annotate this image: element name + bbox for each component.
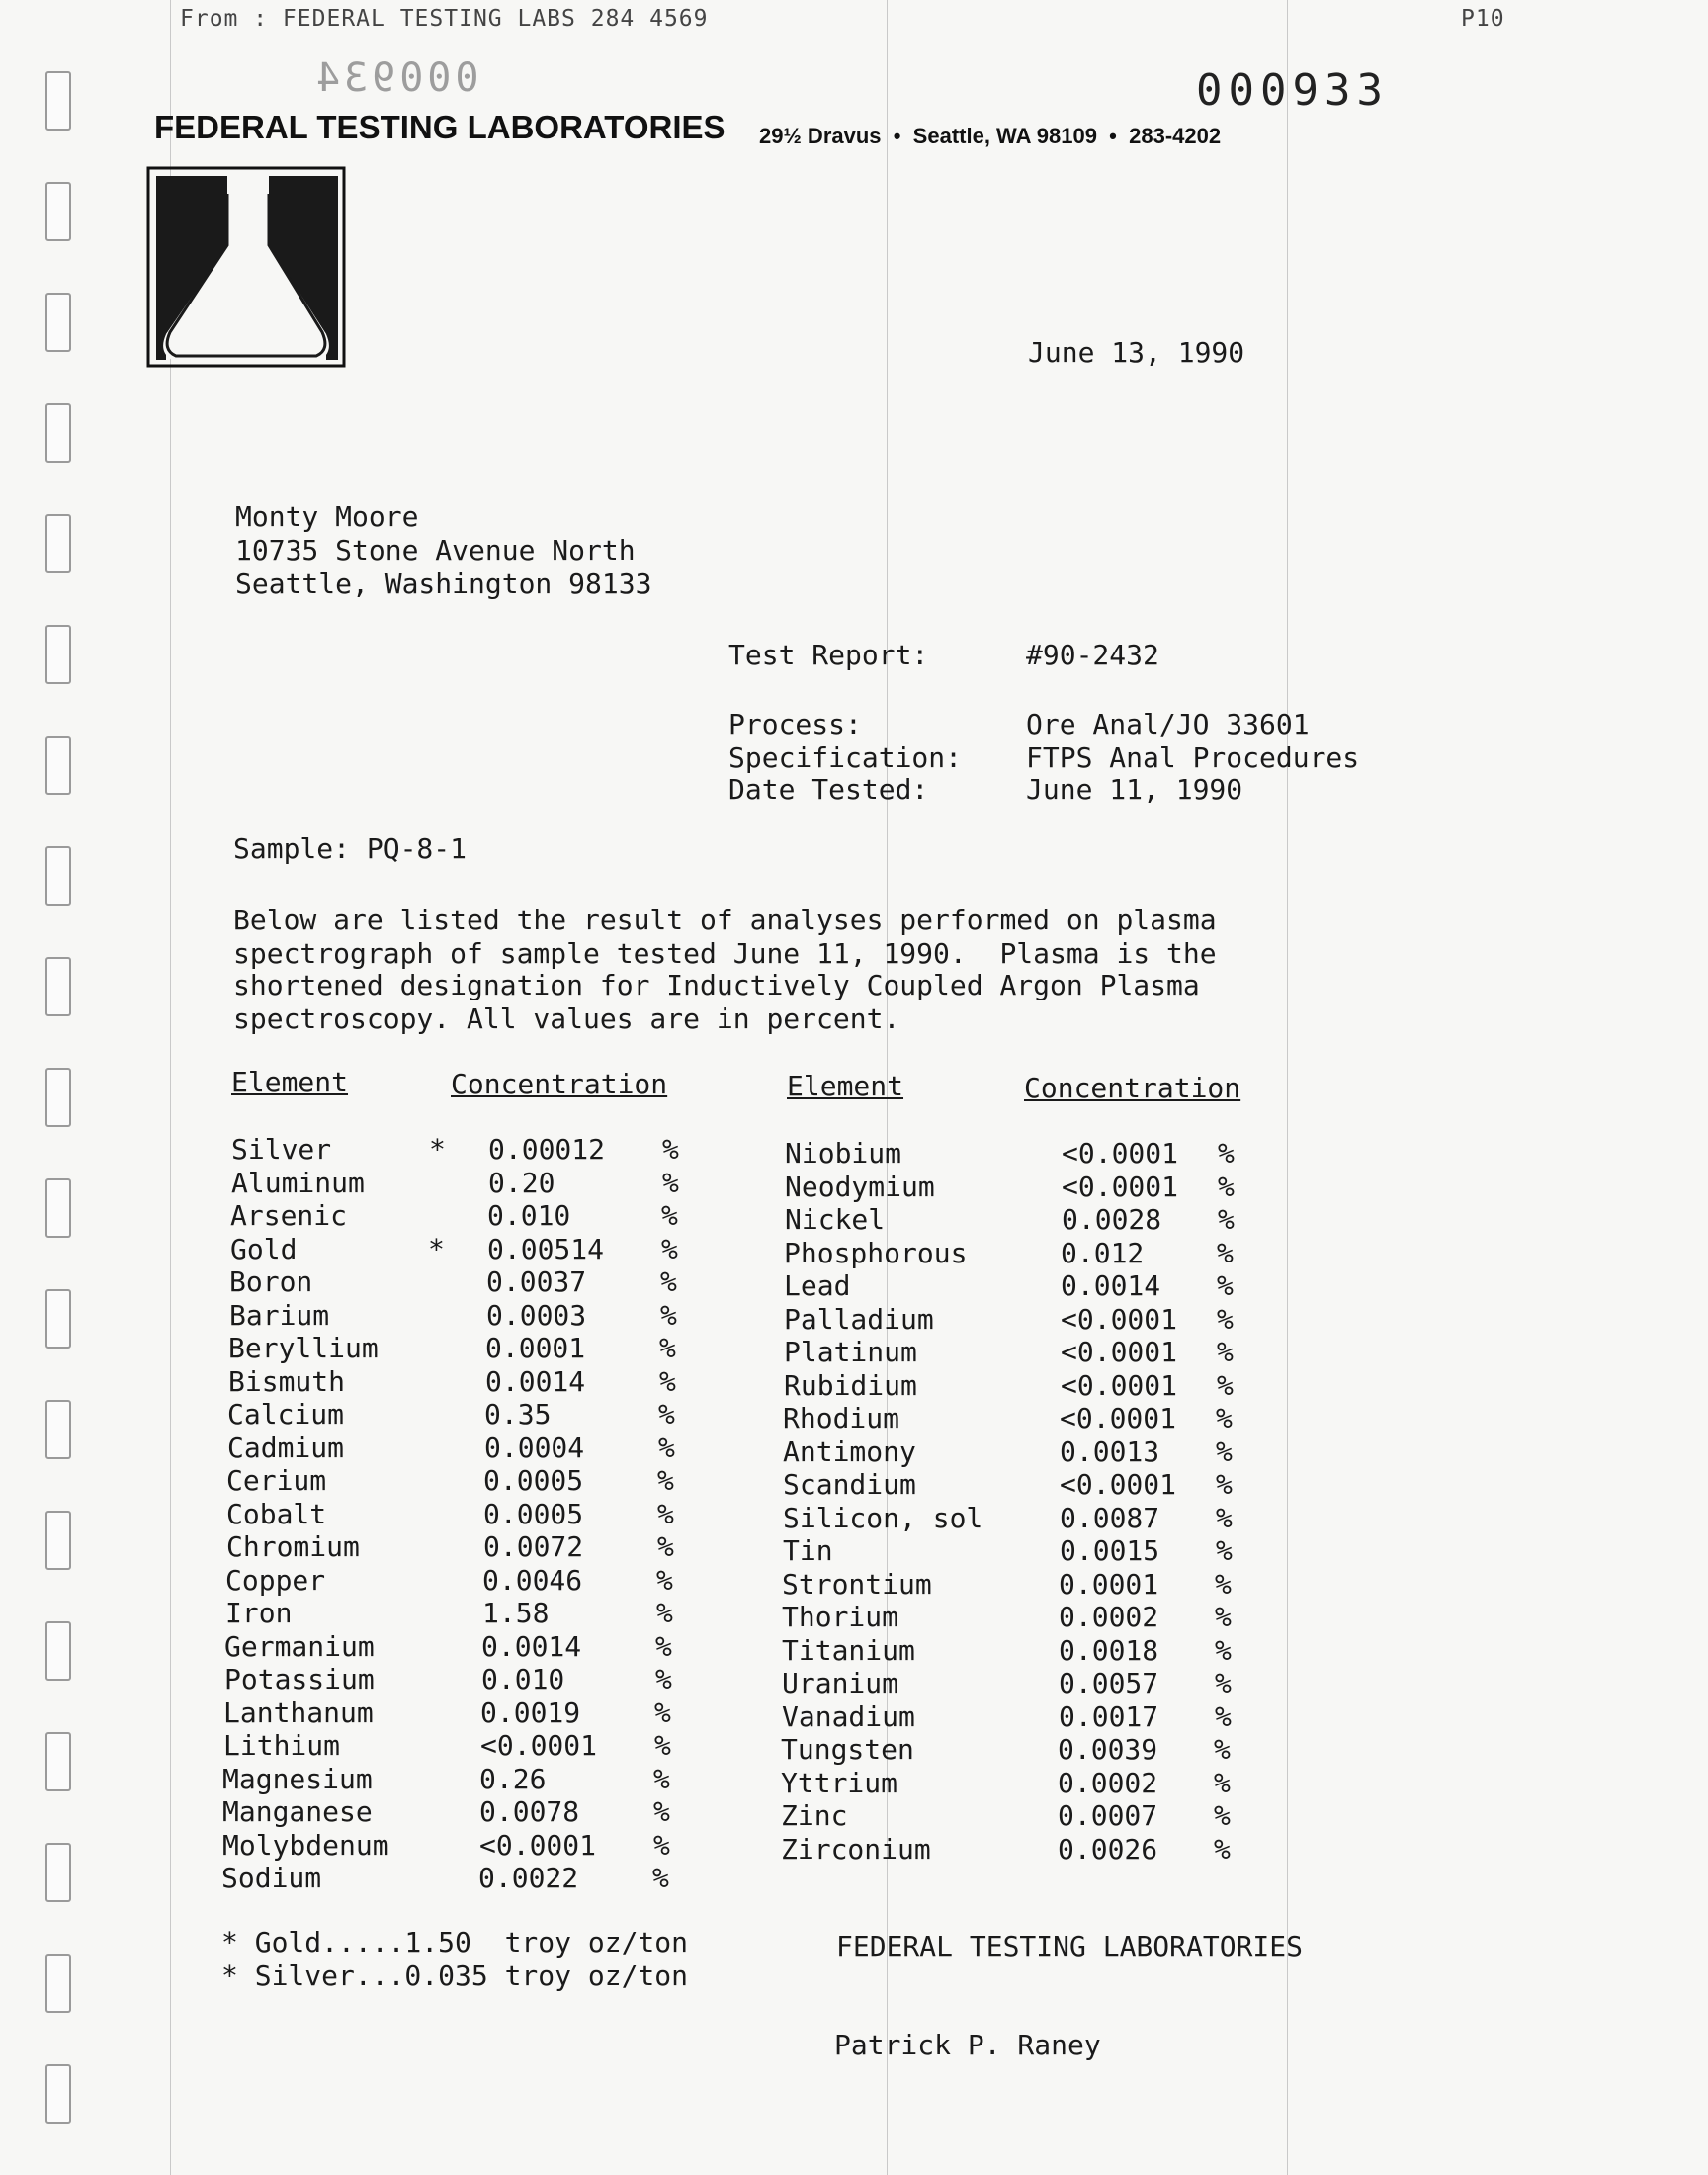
unit-symbol: % xyxy=(660,1298,677,1332)
header-element-left: Element xyxy=(231,1066,349,1098)
recipient-city: Seattle, Washington 98133 xyxy=(235,567,652,600)
concentration-value: 0.0015 xyxy=(1060,1534,1160,1567)
feed-hole xyxy=(45,1068,71,1127)
footnote-gold: * Gold.....1.50 troy oz/ton xyxy=(221,1926,689,1958)
concentration-value: 0.35 xyxy=(484,1398,552,1431)
element-name: Nickel xyxy=(785,1203,886,1236)
unit-symbol: % xyxy=(655,1629,672,1663)
feed-hole xyxy=(45,71,71,130)
feed-hole xyxy=(45,293,71,352)
feed-hole xyxy=(45,1732,71,1791)
feed-hole xyxy=(45,2064,71,2124)
element-name: Potassium xyxy=(224,1663,375,1696)
element-name: Platinum xyxy=(784,1336,917,1368)
unit-symbol: % xyxy=(653,1828,670,1862)
unit-symbol: % xyxy=(657,1497,674,1530)
element-name: Scandium xyxy=(783,1468,916,1501)
recipient-street: 10735 Stone Avenue North xyxy=(235,534,636,566)
unit-symbol: % xyxy=(662,1166,679,1199)
feed-hole xyxy=(45,1954,71,2013)
concentration-value: 0.0004 xyxy=(484,1431,585,1464)
test-report-value: #90-2432 xyxy=(1026,639,1159,671)
concentration-value: 0.0039 xyxy=(1058,1733,1158,1766)
element-name: Uranium xyxy=(782,1667,899,1699)
concentration-value: 0.0002 xyxy=(1059,1601,1159,1633)
element-name: Tin xyxy=(783,1534,833,1567)
element-name: Thorium xyxy=(782,1601,899,1633)
unit-symbol: % xyxy=(1217,1336,1234,1368)
unit-symbol: % xyxy=(659,1332,676,1364)
element-name: Niobium xyxy=(785,1137,902,1170)
footnote-mark: * xyxy=(428,1232,445,1265)
process-value: Ore Anal/JO 33601 xyxy=(1026,708,1310,740)
signature-name: Patrick P. Raney xyxy=(834,2029,1101,2061)
unit-symbol: % xyxy=(658,1398,675,1431)
unit-symbol: % xyxy=(1216,1534,1233,1567)
element-name: Chromium xyxy=(226,1530,360,1563)
footnote-mark: * xyxy=(429,1133,446,1166)
unit-symbol: % xyxy=(1218,1170,1235,1203)
feed-hole xyxy=(45,1621,71,1681)
concentration-value: <0.0001 xyxy=(1062,1137,1179,1170)
unit-symbol: % xyxy=(661,1199,678,1232)
element-name: Rubidium xyxy=(784,1368,917,1402)
concentration-value: <0.0001 xyxy=(1061,1302,1178,1336)
element-name: Boron xyxy=(229,1265,313,1298)
element-name: Silver xyxy=(231,1133,332,1166)
element-name: Tungsten xyxy=(781,1733,914,1766)
element-name: Lanthanum xyxy=(223,1696,374,1729)
unit-symbol: % xyxy=(654,1696,671,1729)
element-name: Molybdenum xyxy=(222,1828,389,1862)
concentration-value: <0.0001 xyxy=(1060,1468,1177,1501)
element-name: Strontium xyxy=(782,1567,932,1601)
concentration-value: <0.0001 xyxy=(1061,1368,1178,1402)
concentration-value: 0.0001 xyxy=(1059,1567,1159,1601)
concentration-value: 0.00012 xyxy=(488,1133,606,1166)
element-name: Lead xyxy=(784,1269,851,1302)
intro-line: spectrograph of sample tested June 11, 1990. Plasma is the xyxy=(233,937,1217,970)
concentration-value: 0.0001 xyxy=(485,1332,586,1364)
concentration-value: 0.0022 xyxy=(478,1862,579,1894)
date-tested-value: June 11, 1990 xyxy=(1026,773,1243,806)
unit-symbol: % xyxy=(653,1762,670,1795)
element-name: Iron xyxy=(225,1597,293,1629)
letterhead-name: FEDERAL TESTING LABORATORIES xyxy=(154,109,726,145)
concentration-value: 0.010 xyxy=(481,1663,565,1696)
concentration-value: 0.0046 xyxy=(482,1563,583,1597)
process-label: Process: xyxy=(728,708,862,740)
feed-hole xyxy=(45,1511,71,1570)
concentration-value: 1.58 xyxy=(482,1597,550,1629)
unit-symbol: % xyxy=(1216,1435,1233,1468)
concentration-value: 0.0019 xyxy=(480,1696,581,1729)
concentration-value: 0.0072 xyxy=(483,1530,584,1563)
concentration-value: <0.0001 xyxy=(1062,1170,1179,1203)
element-name: Rhodium xyxy=(783,1402,900,1435)
feed-hole xyxy=(45,514,71,573)
element-name: Cadmium xyxy=(227,1431,345,1464)
element-name: Titanium xyxy=(782,1633,915,1667)
element-name: Yttrium xyxy=(781,1766,898,1799)
element-name: Germanium xyxy=(224,1629,375,1663)
feed-hole xyxy=(45,1843,71,1902)
letterhead-address: 29½ Dravus • Seattle, WA 98109 • 283-4202 xyxy=(759,124,1222,148)
unit-symbol: % xyxy=(1217,1368,1234,1402)
unit-symbol: % xyxy=(1217,1269,1234,1302)
bleed-through-number: 000934 xyxy=(312,55,479,101)
specification-value: FTPS Anal Procedures xyxy=(1026,741,1360,774)
concentration-value: 0.0037 xyxy=(486,1265,587,1298)
tractor-feed-holes xyxy=(40,0,75,2175)
letter-date: June 13, 1990 xyxy=(1028,336,1245,369)
concentration-value: 0.0014 xyxy=(481,1629,582,1663)
concentration-value: 0.0002 xyxy=(1058,1766,1158,1799)
unit-symbol: % xyxy=(1214,1733,1231,1766)
unit-symbol: % xyxy=(658,1431,675,1464)
concentration-value: <0.0001 xyxy=(479,1828,597,1862)
specification-label: Specification: xyxy=(728,741,963,774)
concentration-value: <0.0001 xyxy=(1061,1336,1178,1368)
concentration-value: 0.0014 xyxy=(485,1364,586,1398)
concentration-value: 0.0005 xyxy=(483,1497,584,1530)
element-name: Sodium xyxy=(221,1862,322,1894)
unit-symbol: % xyxy=(1216,1402,1233,1435)
concentration-value: 0.0007 xyxy=(1058,1799,1158,1832)
header-concentration-right: Concentration xyxy=(1024,1072,1241,1104)
feed-hole xyxy=(45,736,71,795)
concentration-value: 0.0018 xyxy=(1059,1633,1159,1667)
unit-symbol: % xyxy=(1217,1302,1234,1336)
element-name: Lithium xyxy=(223,1729,341,1762)
intro-line: shortened designation for Inductively Coupled Argon Plasma xyxy=(233,969,1200,1001)
element-name: Cobalt xyxy=(226,1497,327,1530)
concentration-value: <0.0001 xyxy=(1060,1402,1177,1435)
sample-id: Sample: PQ-8-1 xyxy=(233,832,468,865)
fold-line xyxy=(1287,0,1288,2175)
unit-symbol: % xyxy=(653,1795,670,1828)
fax-header-from: From : FEDERAL TESTING LABS 284 4569 xyxy=(180,6,709,32)
flask-logo-icon xyxy=(146,166,346,368)
unit-symbol: % xyxy=(659,1364,676,1398)
concentration-value: 0.010 xyxy=(487,1199,571,1232)
concentration-value: 0.0028 xyxy=(1062,1203,1162,1236)
intro-line: spectroscopy. All values are in percent. xyxy=(233,1002,900,1035)
element-name: Phosphorous xyxy=(784,1236,968,1269)
unit-symbol: % xyxy=(1214,1799,1231,1832)
element-name: Zirconium xyxy=(781,1832,931,1866)
feed-hole xyxy=(45,182,71,241)
unit-symbol: % xyxy=(1215,1567,1232,1601)
concentration-value: 0.012 xyxy=(1061,1236,1145,1269)
concentration-value: 0.00514 xyxy=(487,1232,605,1265)
unit-symbol: % xyxy=(1215,1699,1232,1733)
element-name: Gold xyxy=(230,1232,298,1265)
unit-symbol: % xyxy=(1214,1766,1231,1799)
element-name: Silicon, sol xyxy=(783,1501,983,1534)
unit-symbol: % xyxy=(660,1265,677,1298)
unit-symbol: % xyxy=(1218,1203,1235,1236)
concentration-value: 0.0057 xyxy=(1059,1667,1159,1699)
element-name: Bismuth xyxy=(228,1364,346,1398)
concentration-value: 0.0026 xyxy=(1058,1832,1158,1866)
date-tested-label: Date Tested: xyxy=(728,773,929,806)
feed-hole xyxy=(45,1400,71,1459)
feed-hole xyxy=(45,957,71,1016)
unit-symbol: % xyxy=(656,1563,673,1597)
unit-symbol: % xyxy=(1217,1236,1234,1269)
header-element-right: Element xyxy=(787,1070,904,1102)
concentration-value: 0.0013 xyxy=(1060,1435,1160,1468)
unit-symbol: % xyxy=(661,1232,678,1265)
document-number: 000933 xyxy=(1196,65,1389,116)
concentration-value: 0.0017 xyxy=(1059,1699,1159,1733)
unit-symbol: % xyxy=(655,1663,672,1696)
element-name: Vanadium xyxy=(782,1699,915,1733)
element-name: Beryllium xyxy=(228,1332,379,1364)
header-concentration-left: Concentration xyxy=(451,1068,668,1100)
test-report-label: Test Report: xyxy=(728,639,929,671)
feed-hole xyxy=(45,846,71,906)
element-name: Copper xyxy=(225,1563,326,1597)
unit-symbol: % xyxy=(1216,1501,1233,1534)
signature-company: FEDERAL TESTING LABORATORIES xyxy=(836,1930,1304,1962)
unit-symbol: % xyxy=(1216,1468,1233,1501)
unit-symbol: % xyxy=(1215,1667,1232,1699)
unit-symbol: % xyxy=(657,1530,674,1563)
concentration-value: 0.20 xyxy=(488,1166,555,1199)
footnote-silver: * Silver...0.035 troy oz/ton xyxy=(221,1959,689,1992)
feed-hole xyxy=(45,403,71,463)
unit-symbol: % xyxy=(1215,1601,1232,1633)
unit-symbol: % xyxy=(1214,1832,1231,1866)
fax-page-number: P10 xyxy=(1461,6,1505,32)
concentration-value: 0.0003 xyxy=(486,1298,587,1332)
feed-hole xyxy=(45,625,71,684)
feed-hole xyxy=(45,1289,71,1348)
concentration-value: 0.26 xyxy=(479,1762,547,1795)
unit-symbol: % xyxy=(1215,1633,1232,1667)
concentration-value: 0.0005 xyxy=(483,1464,584,1497)
element-name: Aluminum xyxy=(231,1166,365,1199)
concentration-value: <0.0001 xyxy=(480,1729,598,1762)
unit-symbol: % xyxy=(654,1729,671,1762)
element-name: Cerium xyxy=(226,1464,327,1497)
element-name: Zinc xyxy=(781,1799,848,1832)
element-name: Magnesium xyxy=(222,1762,373,1795)
unit-symbol: % xyxy=(652,1862,669,1894)
element-name: Manganese xyxy=(222,1795,373,1828)
unit-symbol: % xyxy=(662,1133,679,1166)
unit-symbol: % xyxy=(1218,1137,1235,1170)
unit-symbol: % xyxy=(657,1464,674,1497)
element-name: Neodymium xyxy=(785,1170,935,1203)
element-name: Barium xyxy=(229,1298,330,1332)
concentration-value: 0.0087 xyxy=(1060,1501,1160,1534)
element-name: Calcium xyxy=(227,1398,345,1431)
element-name: Palladium xyxy=(784,1302,934,1336)
element-name: Arsenic xyxy=(230,1199,348,1232)
feed-hole xyxy=(45,1178,71,1238)
recipient-name: Monty Moore xyxy=(235,500,419,533)
concentration-value: 0.0078 xyxy=(479,1795,580,1828)
unit-symbol: % xyxy=(656,1597,673,1629)
concentration-value: 0.0014 xyxy=(1061,1269,1161,1302)
element-name: Antimony xyxy=(783,1435,916,1468)
intro-line: Below are listed the result of analyses performed on plasma xyxy=(233,904,1217,936)
